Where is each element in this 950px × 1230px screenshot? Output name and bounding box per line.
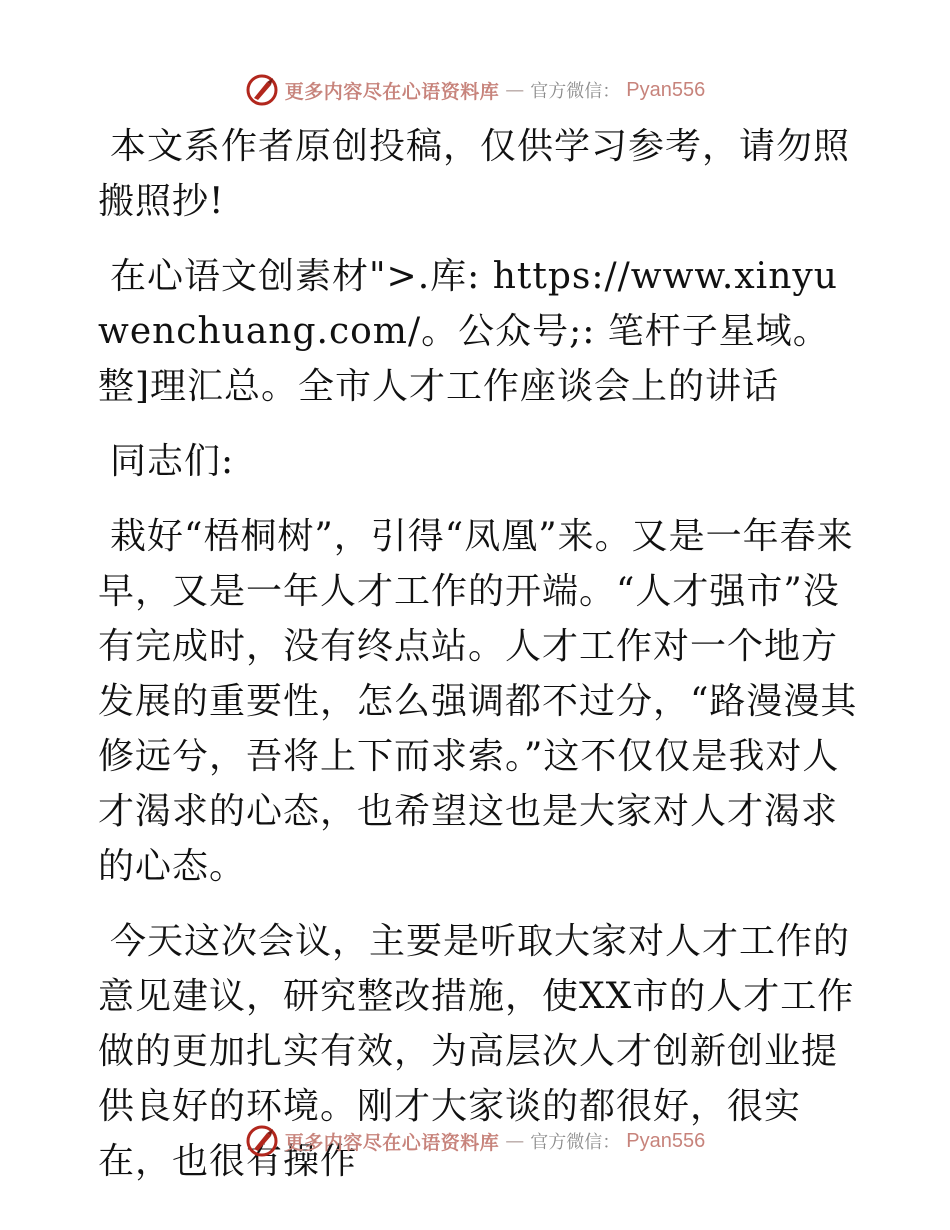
banner-wechat-handle: Pyan556 [626,78,706,101]
paragraph-body-1: 栽好“梧桐树”，引得“凤凰”来。又是一年春来早，又是一年人才工作的开端。“人才强市”没有完成时，没有终点站。人才工作对一个地方发展的重要性，怎么强调都不过分，“路漫漫其修远兮，吾将上下而求索。”这不仅仅是我对人才渴求的心态，也希望这也是大家对人才渴求的心态。 [98,516,858,887]
banner-wechat-label: 官方微信： [530,1132,621,1153]
header-banner [0,70,950,110]
banner-title: 更多内容尽在心语资料库 [284,1131,500,1154]
banner-wechat-handle: Pyan556 [626,1129,706,1152]
paragraph-body-2: 今天这次会议，主要是听取大家对人才工作的意见建议，研究整改措施，使XX市的人才工作做的更加扎实有效，为高层次人才创新创业提供良好的环境。刚才大家谈的都很好，很实在，也很有操作 [98,921,855,1182]
document-body [98,119,858,1209]
banner-separator: — [505,1130,525,1152]
paragraph-notice: 本文系作者原创投稿，仅供学习参考，请勿照搬照抄! [98,126,851,222]
banner-title: 更多内容尽在心语资料库 [284,80,500,103]
banner-separator: — [505,79,525,101]
quill-logo-icon [245,73,279,107]
paragraph-source-title: 在心语文创素材">.库: https://www.xinyuwenchuang.com/。公众号;: 笔杆子星域。整]理汇总。全市人才工作座谈会上的讲话 [98,256,838,407]
banner-wechat-label: 官方微信： [530,81,621,102]
paragraph-salutation: 同志们: [110,441,235,482]
footer-banner [0,1121,950,1161]
quill-logo-icon [245,1124,279,1158]
